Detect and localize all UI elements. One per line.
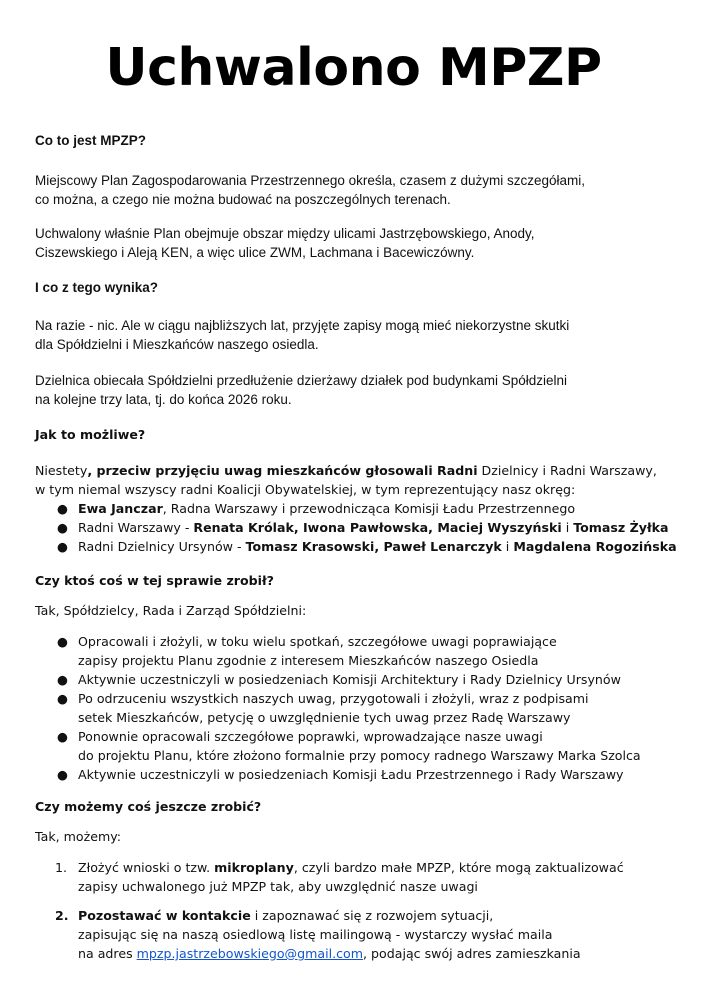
list-item: ● Po odrzuceniu wszystkich naszych uwag, przygotowali i złożyli, wraz z podpisami setek Mieszkańców, petycję o uwzględnienie tych uwag przez Radę Warszawy [57, 691, 589, 725]
heading-actions-taken: Czy ktoś coś w tej sprawie zrobił? [35, 573, 274, 588]
bullet-icon: ● [57, 691, 68, 706]
bullet-icon: ● [57, 729, 68, 744]
page-title: Uchwalono MPZP [105, 38, 602, 98]
actions-list [35, 632, 685, 784]
text-line: Uchwalony właśnie Plan obejmuje obszar między ulicami Jastrzębowskiego, Anody, [35, 226, 535, 241]
paragraph-todo-intro: Tak, możemy: [35, 829, 122, 844]
text-line: dla Spółdzielni i Mieszkańców naszego osiedla. [35, 337, 319, 352]
heading-how-possible: Jak to możliwe? [35, 427, 146, 442]
list-item: 1. Złożyć wnioski o tzw. mikroplany, czyli bardzo małe MPZP, które mogą zaktualizować zapisy uchwalonego już MPZP tak, aby uwzględnić nasze uwagi [55, 860, 624, 894]
text-line: Niestety, przeciw przyjęciu uwag mieszkańców głosowali Radni Dzielnicy i Radni Warszawy, [35, 463, 657, 478]
list-item: ● Radni Dzielnicy Ursynów - Tomasz Krasowski, Paweł Lenarczyk i Magdalena Rogozińska [57, 539, 677, 554]
text-line: na kolejne trzy lata, tj. do końca 2026 roku. [35, 392, 292, 407]
bullet-icon: ● [57, 501, 68, 516]
bullet-icon: ● [57, 520, 68, 535]
text-line: Dzielnica obiecała Spółdzielni przedłużenie dzierżawy działek pod budynkami Spółdzielni [35, 373, 568, 388]
list-item: ● Ewa Janczar, Radna Warszawy i przewodnicząca Komisji Ładu Przestrzennego [57, 501, 576, 516]
list-item: ● Aktywnie uczestniczyli w posiedzeniach Komisji Ładu Przestrzennego i Rady Warszawy [57, 767, 624, 782]
paragraph-plan-area [35, 224, 685, 262]
todo-list [35, 858, 685, 963]
paragraph-lease-extension [35, 371, 685, 409]
heading-what-can-we-do: Czy możemy coś jeszcze zrobić? [35, 799, 262, 814]
bullet-icon: ● [57, 767, 68, 782]
text-line: Ciszewskiego i Aleją KEN, a więc ulice ZWM, Lachmana i Bacewiczówny. [35, 245, 475, 260]
councillors-list [35, 499, 685, 556]
list-item: 2. Pozostawać w kontakcie i zapoznawać się z rozwojem sytuacji, zapisując się na naszą osiedlową listę mailingową - wystarczy wysłać maila na adres mpzp.jastrzebowskiego@gmail.com, podając swój adres zamieszkania [55, 908, 581, 961]
list-item: ● Ponownie opracowali szczegółowe poprawki, wprowadzające nasze uwagi do projektu Planu, które złożono formalnie przy pomocy radnego Warszawy Marka Szolca [57, 729, 641, 763]
text-line: co można, a czego nie można budować na poszczególnych terenach. [35, 192, 451, 207]
bullet-icon: ● [57, 634, 68, 649]
bullet-icon: ● [57, 539, 68, 554]
heading-what-is-mpzp: Co to jest MPZP? [35, 133, 146, 148]
heading-consequences: I co z tego wynika? [35, 280, 159, 295]
paragraph-councillors [35, 461, 685, 556]
text-line: Na razie - nic. Ale w ciągu najbliższych lat, przyjęte zapisy mogą mieć niekorzystne skutki [35, 318, 570, 333]
paragraph-actions-intro: Tak, Spółdzielcy, Rada i Zarząd Spółdzielni: [35, 603, 307, 618]
paragraph-mpzp-definition [35, 171, 685, 209]
list-item: ● Opracowali i złożyli, w toku wielu spotkań, szczegółowe uwagi poprawiające zapisy projektu Planu zgodnie z interesem Mieszkańców naszego Osiedla [57, 634, 557, 668]
text-line: w tym niemal wszyscy radni Koalicji Obywatelskiej, w tym reprezentujący nasz okręg: [35, 482, 576, 497]
list-item: ● Aktywnie uczestniczyli w posiedzeniach Komisji Architektury i Rady Dzielnicy Ursynów [57, 672, 621, 687]
email-link[interactable]: mpzp.jastrzebowskiego@gmail.com [136, 946, 364, 961]
list-item: ● Radni Warszawy - Renata Królak, Iwona Pawłowska, Maciej Wyszyński i Tomasz Żyłka [57, 520, 669, 535]
bullet-icon: ● [57, 672, 68, 687]
text-line: Miejscowy Plan Zagospodarowania Przestrzennego określa, czasem z dużymi szczegółami, [35, 173, 585, 188]
paragraph-consequences [35, 316, 685, 354]
